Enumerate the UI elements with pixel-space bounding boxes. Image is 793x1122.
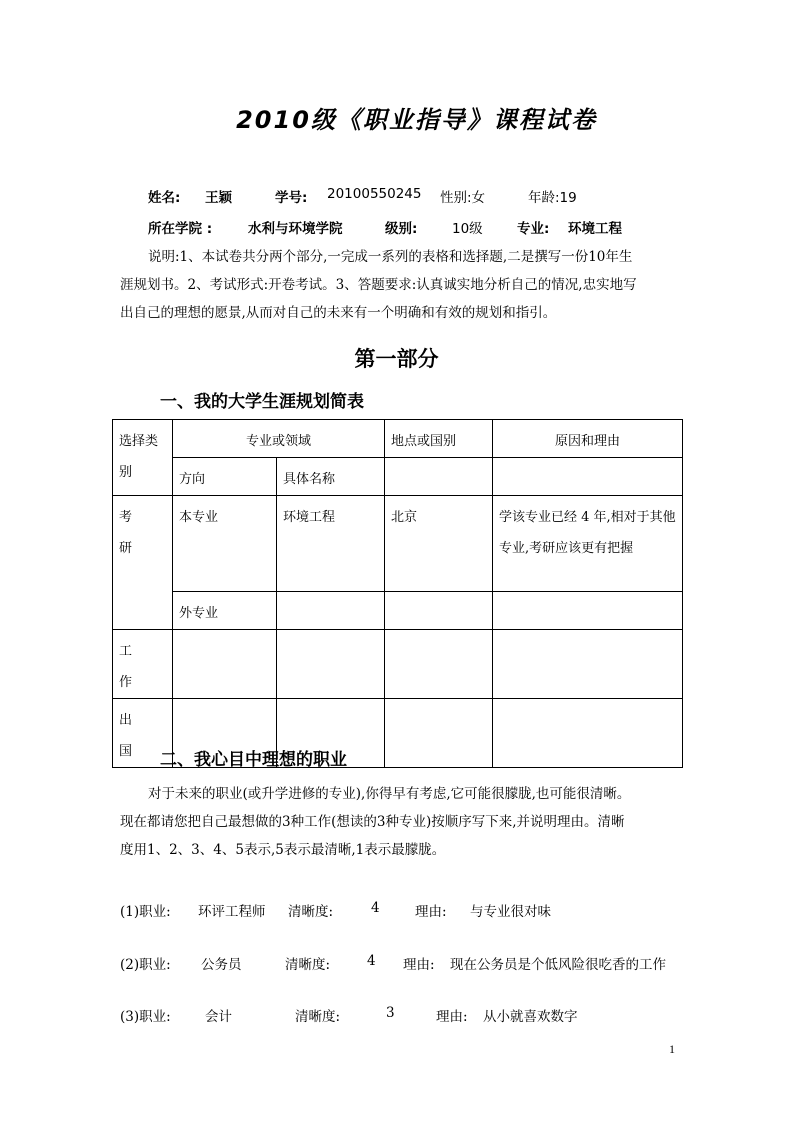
section2-text-cont — [120, 808, 690, 864]
section2-title: 二、我心目中理想的职业 — [160, 750, 347, 770]
student-name: 王颖 — [205, 190, 232, 206]
empty-cell — [277, 630, 385, 699]
row-label-abroad: 出国 — [113, 699, 173, 768]
job-2-index: (2)职业: — [120, 957, 171, 973]
student-college: 水利与环境学院 — [248, 221, 343, 237]
job-1-title: 环评工程师 — [198, 904, 266, 920]
empty-cell — [173, 630, 277, 699]
job-3-clarity: 3 — [386, 1005, 395, 1021]
job-2-clarity: 4 — [367, 953, 376, 969]
instruction-line: 出自己的理想的愿景,从而对自己的未来有一个明确和有效的规划和指引。 — [120, 305, 557, 321]
kaoyan-reason: 学该专业已经 4 年,相对于其他专业,考研应该更有把握 — [493, 496, 683, 592]
empty-cell — [493, 458, 683, 496]
instruction-line: 涯规划书。2、考试形式:开卷考试。3、答题要求:认真诚实地分析自己的情况,忠实地写 — [120, 277, 637, 293]
job-2-reason: 现在公务员是个低风险很吃香的工作 — [450, 957, 666, 973]
other-major-direction: 外专业 — [173, 592, 277, 630]
college-label: 所在学院 : — [148, 221, 213, 237]
page-number: 1 — [669, 1042, 675, 1056]
job-3-reason: 从小就喜欢数字 — [483, 1009, 578, 1025]
career-plan-table — [112, 419, 683, 768]
empty-cell — [493, 630, 683, 699]
job-2-reason-label: 理由: — [403, 957, 435, 973]
empty-cell — [277, 592, 385, 630]
job-2-title: 公务员 — [201, 957, 242, 973]
header-field: 专业或领域 — [173, 420, 385, 458]
section2-line: 对于未来的职业(或升学进修的专业),你得早有考虑,它可能很朦胧,也可能很清晰。 — [148, 786, 631, 802]
empty-cell — [385, 699, 493, 768]
header-select-category: 选择类别 — [113, 420, 173, 496]
empty-cell — [493, 699, 683, 768]
job-3-clarity-label: 清晰度: — [295, 1009, 341, 1025]
id-label: 学号: — [275, 190, 308, 206]
job-1-reason: 与专业很对味 — [470, 904, 551, 920]
row-label-kaoyan: 考研 — [113, 496, 173, 630]
job-3-title: 会计 — [205, 1009, 232, 1025]
job-1-index: (1)职业: — [120, 904, 171, 920]
header-reason: 原因和理由 — [493, 420, 683, 458]
section2-text — [148, 780, 688, 808]
kaoyan-name: 环境工程 — [277, 496, 385, 592]
header-specific-name: 具体名称 — [277, 458, 385, 496]
section2-line: 现在都请您把自己最想做的3种工作(想读的3种专业)按顺序写下来,并说明理由。清晰 — [120, 814, 625, 830]
job-1-clarity-label: 清晰度: — [288, 904, 334, 920]
section1-title: 一、我的大学生涯规划简表 — [160, 392, 364, 412]
student-major: 环境工程 — [568, 221, 622, 237]
section2-line: 度用1、2、3、4、5表示,5表示最清晰,1表示最朦胧。 — [120, 842, 446, 858]
empty-cell — [385, 458, 493, 496]
job-1-reason-label: 理由: — [415, 904, 447, 920]
empty-cell — [385, 592, 493, 630]
document-title: 2010级《职业指导》课程试卷 — [236, 106, 597, 134]
job-1-clarity: 4 — [371, 900, 380, 916]
job-3-reason-label: 理由: — [436, 1009, 468, 1025]
student-grade: 10级 — [452, 221, 483, 237]
job-2-clarity-label: 清晰度: — [285, 957, 331, 973]
empty-cell — [385, 630, 493, 699]
student-age: 年龄:19 — [528, 190, 577, 206]
instruction-line: 说明:1、本试卷共分两个部分,一完成一系列的表格和选择题,二是撰写一份10年生 — [148, 249, 633, 265]
empty-cell — [493, 592, 683, 630]
instructions — [148, 243, 688, 271]
header-direction: 方向 — [173, 458, 277, 496]
job-3-index: (3)职业: — [120, 1009, 171, 1025]
student-gender: 性别:女 — [440, 190, 486, 206]
student-id: 20100550245 — [327, 186, 422, 202]
part-title: 第一部分 — [354, 347, 439, 371]
instructions-cont — [120, 271, 690, 327]
header-place: 地点或国别 — [385, 420, 493, 458]
kaoyan-place: 北京 — [385, 496, 493, 592]
kaoyan-direction: 本专业 — [173, 496, 277, 592]
name-label: 姓名: — [148, 190, 181, 206]
grade-label: 级别: — [385, 221, 418, 237]
row-label-work: 工作 — [113, 630, 173, 699]
major-label: 专业: — [517, 221, 550, 237]
